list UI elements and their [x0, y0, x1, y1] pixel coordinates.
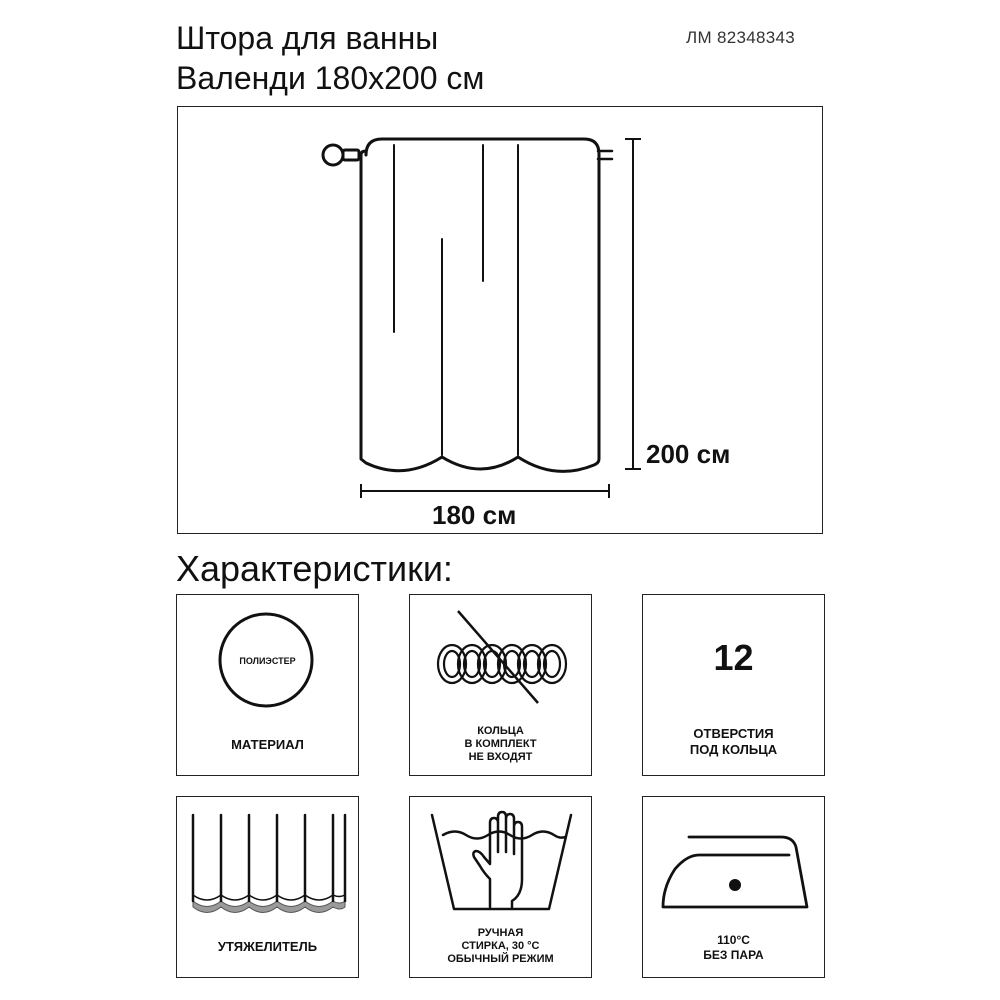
card-rings [409, 594, 592, 776]
width-label: 180 см [432, 500, 517, 530]
holes-caption-line2: ПОД КОЛЬЦА [689, 742, 778, 757]
width-dimension-line [361, 484, 609, 498]
product-title-line1: Штора для ванны [176, 20, 439, 56]
weight-caption: УТЯЖЕЛИТЕЛЬ [217, 939, 318, 954]
holes-caption [643, 726, 824, 758]
rings-caption-line1: КОЛЬЦА [477, 725, 524, 737]
card-holes [642, 594, 825, 776]
rings-caption-line2: В КОМПЛЕКТ [464, 738, 537, 750]
hand-wash-caption [410, 927, 591, 966]
hand-wash-caption-line1: РУЧНАЯ [477, 927, 524, 939]
dimension-diagram [177, 106, 823, 534]
product-sku: ЛМ 82348343 [686, 28, 795, 47]
material-caption: МАТЕРИАЛ [231, 737, 304, 752]
card-hand-wash [409, 796, 592, 978]
curtain-drawing [178, 107, 824, 535]
curtain-folds [394, 145, 518, 455]
product-title-line2: Валенди 180x200 см [176, 60, 485, 96]
rings-caption-line3: НЕ ВХОДЯТ [468, 751, 533, 763]
height-dimension-line [625, 139, 641, 469]
iron-caption [643, 933, 824, 963]
card-material [176, 594, 359, 776]
material-inner-label: ПОЛИЭСТЕР [239, 656, 296, 666]
card-iron [642, 796, 825, 978]
iron-caption-line1: 110°C [717, 933, 750, 947]
hand-wash-caption-line3: ОБЫЧНЫЙ РЕЖИМ [447, 953, 554, 965]
rod-finial-icon [323, 145, 343, 165]
curtain-outline [361, 139, 599, 471]
rings-caption [410, 725, 591, 764]
card-weight [176, 796, 359, 978]
characteristics-heading: Характеристики: [176, 548, 453, 589]
rod-end [343, 150, 359, 160]
iron-caption-line2: БЕЗ ПАРА [703, 948, 764, 962]
holes-count: 12 [713, 637, 754, 678]
hand-wash-caption-line2: СТИРКА, 30 °C [461, 940, 540, 952]
iron-temperature-dot [729, 879, 741, 891]
holes-caption-line1: ОТВЕРСТИЯ [693, 726, 774, 741]
height-label: 200 см [646, 439, 731, 469]
